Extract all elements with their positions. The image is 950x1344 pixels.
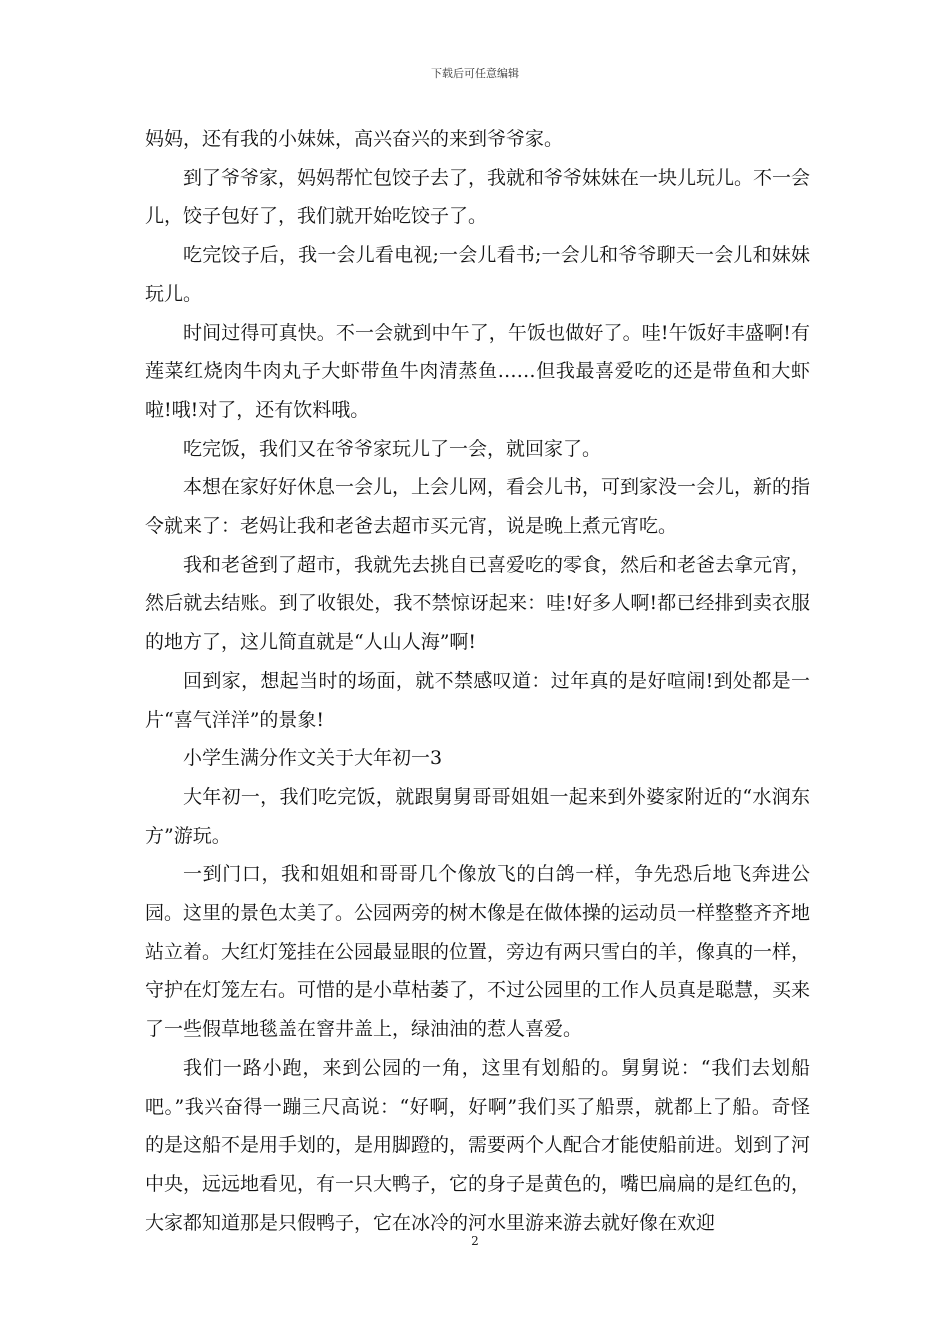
paragraph: 时间过得可真快。不一会就到中午了，午饭也做好了。哇!午饭好丰盛啊!有莲菜红烧肉牛肉丸子大虾带鱼牛肉清蒸鱼……但我最喜爱吃的还是带鱼和大虾啦!哦!对了，还有饮料哦。 [145, 321, 810, 421]
page-header-note: 下载后可任意编辑 [431, 67, 519, 80]
page-number: 2 [471, 1234, 479, 1248]
paragraph: 一到门口，我和姐姐和哥哥几个像放飞的白鸽一样，争先恐后地飞奔进公园。这里的景色太美了。公园两旁的树木像是在做体操的运动员一样整整齐齐地站立着。大红灯笼挂在公园最显眼的位置，旁边有两只雪白的羊，像真的一样，守护在灯笼左右。可惜的是小草枯萎了，不过公园里的工作人员真是聪慧，买来了一些假草地毯盖在窨井盖上，绿油油的惹人喜爱。 [145, 863, 811, 1041]
paragraph: 吃完饭，我们又在爷爷家玩儿了一会，就回家了。 [183, 437, 602, 460]
paragraph: 大年初一，我们吃完饭，就跟舅舅哥哥姐姐一起来到外婆家附近的“水润东方”游玩。 [145, 785, 810, 847]
paragraph: 回到家，想起当时的场面，就不禁感叹道：过年真的是好喧闹!到处都是一片“喜气洋洋”的景象! [145, 669, 810, 731]
paragraph: 我和老爸到了超市，我就先去挑自已喜爱吃的零食，然后和老爸去拿元宵，然后就去结账。到了收银处，我不禁惊讶起来：哇!好多人啊!都已经排到卖衣服的地方了，这儿简直就是“人山人海”啊! [145, 553, 811, 654]
body-text [145, 120, 810, 1242]
section-heading: 小学生满分作文关于大年初一3 [183, 747, 443, 770]
paragraph: 我们一路小跑，来到公园的一角，这里有划船的。舅舅说：“我们去划船吧。”我兴奋得一蹦三尺高说：“好啊，好啊”我们买了船票，就都上了船。奇怪的是这船不是用手划的，是用脚蹬的，需要两个人配合才能使船前进。划到了河中央，远远地看见，有一只大鸭子，它的身子是黄色的，嘴巴扁扁的是红色的，大家都知道那是只假鸭子，它在冰冷的河水里游来游去就好像在欢迎 [145, 1056, 811, 1234]
paragraph-continuation: 妈妈，还有我的小妹妹，高兴奋兴的来到爷爷家。 [145, 128, 564, 150]
paragraph: 到了爷爷家，妈妈帮忙包饺子去了，我就和爷爷妹妹在一块儿玩儿。不一会儿，饺子包好了，我们就开始吃饺子了。 [145, 166, 811, 228]
paragraph: 本想在家好好休息一会儿，上会儿网，看会儿书，可到家没一会儿，新的指令就来了：老妈让我和老爸去超市买元宵，说是晚上煮元宵吃。 [145, 476, 811, 538]
paragraph: 吃完饺子后，我一会儿看电视;一会儿看书;一会儿和爷爷聊天一会儿和妹妹玩儿。 [145, 244, 810, 305]
